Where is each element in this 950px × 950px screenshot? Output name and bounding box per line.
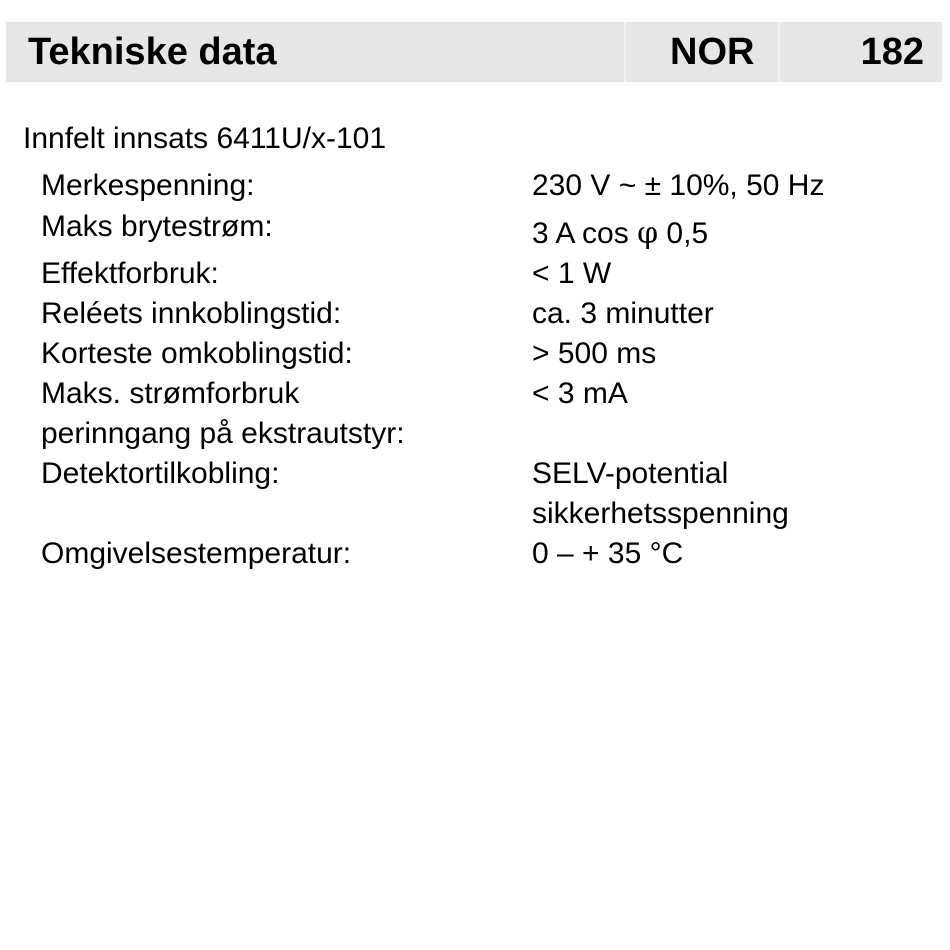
spec-value-suffix: 0,5 <box>658 217 709 250</box>
spec-label-line: Detektortilkobling: <box>41 457 280 490</box>
spec-label <box>41 454 532 494</box>
spec-row-rated-voltage <box>41 166 931 206</box>
spec-row-max-switching-current <box>41 208 931 254</box>
page-number: 182 <box>860 31 924 73</box>
spec-label-line: Maks. strømforbruk <box>41 377 300 410</box>
spec-label <box>41 166 532 206</box>
spec-label <box>41 334 532 374</box>
section-title: Innfelt innsats 6411U/x-101 <box>23 122 387 155</box>
spec-value <box>532 534 931 574</box>
spec-label <box>41 534 532 574</box>
spec-label-line: Omgivelsestemperatur: <box>41 537 352 570</box>
spec-value <box>532 334 931 374</box>
spec-table <box>41 166 931 574</box>
spec-label-line: Merkespenning: <box>41 169 255 202</box>
spec-label <box>41 254 532 294</box>
spec-row-shortest-changeover-time <box>41 334 931 374</box>
language-code: NOR <box>670 31 755 73</box>
spec-row-power-consumption <box>41 254 931 294</box>
spec-label <box>41 208 532 246</box>
spec-value-line: SELV-potential <box>532 457 729 490</box>
spec-row-detector-connection <box>41 454 931 534</box>
spec-value <box>532 166 931 206</box>
spec-value <box>532 254 931 294</box>
spec-value-line: > 500 ms <box>532 337 657 370</box>
page-title: Tekniske data <box>28 31 277 73</box>
spec-value <box>532 454 931 534</box>
spec-row-ambient-temperature <box>41 534 931 574</box>
spec-value <box>532 294 931 334</box>
spec-value-line: < 3 mA <box>532 377 628 410</box>
spec-value-line: ca. 3 minutter <box>532 297 714 330</box>
spec-row-max-current-per-input <box>41 374 931 454</box>
header-bar <box>6 22 942 82</box>
spec-label-line: Maks brytestrøm: <box>41 210 273 243</box>
spec-label-line: Korteste omkoblingstid: <box>41 337 353 370</box>
header-divider <box>778 22 780 82</box>
spec-label-line: Reléets innkoblingstid: <box>41 297 342 330</box>
spec-value-line: sikkerhetsspenning <box>532 497 789 530</box>
spec-label <box>41 374 532 454</box>
spec-value <box>532 208 931 254</box>
spec-value-line <box>532 214 931 254</box>
spec-label-line: Effektforbruk: <box>41 257 219 290</box>
header-divider <box>624 22 626 82</box>
spec-value-line: 230 V ~ ± 10%, 50 Hz <box>532 169 825 202</box>
spec-row-relay-switch-on-time <box>41 294 931 334</box>
spec-value-line: 0 – + 35 °C <box>532 537 684 570</box>
spec-label-line: perinngang på ekstrautstyr: <box>41 417 405 450</box>
spec-label <box>41 294 532 334</box>
spec-value-prefix: 3 A cos <box>532 217 638 250</box>
spec-value-line: < 1 W <box>532 257 612 290</box>
phi-symbol: φ <box>637 216 659 251</box>
spec-value <box>532 374 931 414</box>
